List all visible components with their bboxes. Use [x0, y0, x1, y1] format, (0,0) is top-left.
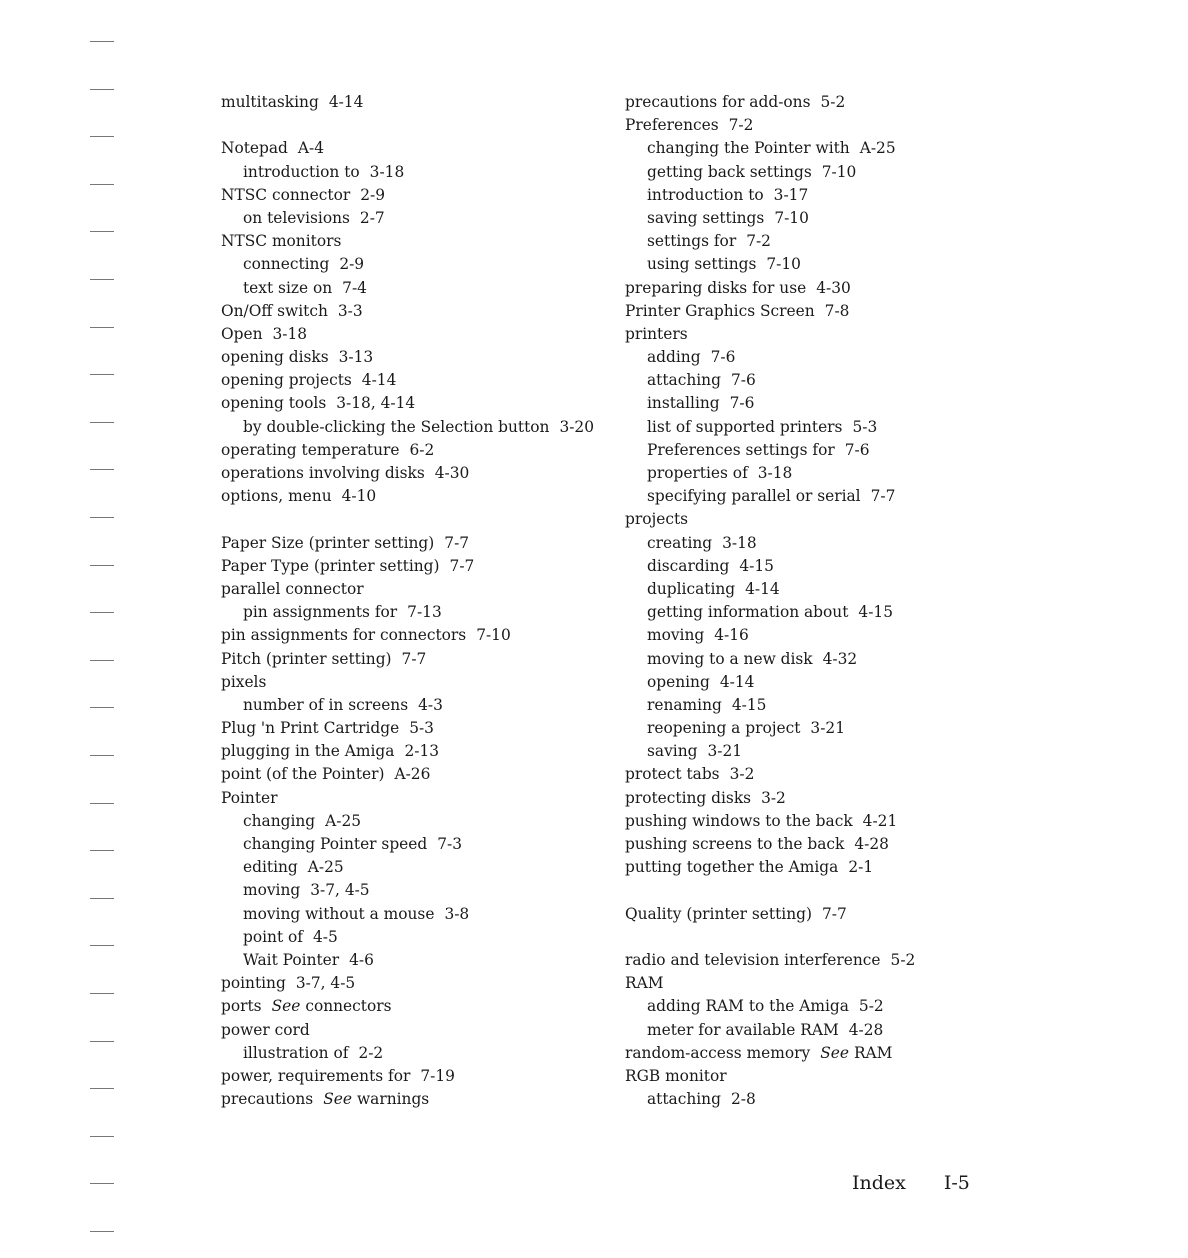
- index-term: by double-clicking the Selection button: [243, 417, 550, 436]
- index-term: Paper Size (printer setting): [221, 533, 435, 552]
- index-term: Notepad: [221, 139, 288, 158]
- page-reference: 4-21: [862, 811, 898, 830]
- page-reference: 7-7: [401, 649, 427, 668]
- index-subentry: [625, 462, 1045, 485]
- index-term: duplicating: [647, 579, 736, 598]
- index-subentry: [221, 277, 611, 300]
- index-term: Open: [221, 324, 263, 343]
- index-entry: [625, 810, 1045, 833]
- page-reference: 2-13: [404, 742, 440, 761]
- page-reference: 3-18: [757, 464, 793, 482]
- index-entry: [625, 856, 1045, 879]
- page-reference: 4-28: [854, 835, 889, 853]
- index-term: saving: [647, 742, 698, 761]
- index-term: protect tabs: [625, 765, 720, 784]
- page-reference: 3-7, 4-5: [310, 881, 370, 900]
- index-term: On/Off switch: [221, 301, 328, 320]
- index-term: pointing: [221, 974, 286, 993]
- page-reference: 3-7, 4-5: [295, 974, 356, 993]
- page-reference: 7-2: [746, 232, 771, 251]
- index-term: power cord: [221, 1020, 310, 1039]
- page-reference: 7-6: [710, 348, 736, 367]
- see-target: warnings: [356, 1090, 430, 1109]
- page-reference: 4-3: [418, 695, 443, 714]
- footer-page-number: I-5: [943, 1172, 970, 1194]
- index-entry: [625, 91, 1045, 114]
- index-entry: [221, 671, 611, 694]
- index-entry: [221, 485, 611, 508]
- margin-tick-mark: [90, 374, 114, 375]
- page-reference: 4-28: [848, 1020, 884, 1039]
- index-term: number of in screens: [243, 695, 409, 714]
- index-entry: [625, 508, 1045, 531]
- page-reference: A-26: [394, 765, 431, 784]
- page-reference: 4-15: [858, 603, 893, 622]
- page-reference: 3-3: [337, 301, 363, 320]
- page-reference: 7-13: [407, 603, 442, 622]
- index-term: pushing screens to the back: [625, 835, 845, 853]
- page-reference: 4-30: [816, 278, 851, 297]
- index-entry: [221, 578, 611, 601]
- index-subentry: [625, 671, 1045, 694]
- page-reference: A-25: [859, 139, 896, 158]
- page-reference: 4-16: [714, 626, 749, 645]
- index-term: random-access memory: [625, 1043, 811, 1062]
- index-term: adding RAM to the Amiga: [647, 997, 849, 1016]
- margin-tick-mark: [90, 1231, 114, 1232]
- page-reference: 7-19: [420, 1066, 455, 1085]
- index-term: point (of the Pointer): [221, 765, 385, 784]
- margin-tick-mark: [90, 1183, 114, 1184]
- page-reference: 2-2: [358, 1043, 384, 1062]
- index-entry: [221, 1019, 611, 1042]
- index-subentry: [221, 601, 611, 624]
- index-term: operating temperature: [221, 440, 400, 459]
- index-term: protecting disks: [625, 788, 752, 807]
- index-term: putting together the Amiga: [625, 858, 839, 877]
- page-reference: 4-14: [361, 371, 397, 390]
- page-reference: 3-2: [729, 765, 755, 784]
- index-term: precautions: [221, 1090, 314, 1109]
- page-reference: 3-21: [810, 719, 845, 738]
- index-term: point of: [243, 927, 303, 946]
- page-reference: 5-3: [409, 719, 434, 738]
- page-reference: 4-30: [434, 464, 470, 482]
- index-term: getting back settings: [647, 162, 812, 181]
- index-term: Plug 'n Print Cartridge: [221, 719, 400, 738]
- margin-tick-mark: [90, 755, 114, 756]
- index-term: changing Pointer speed: [243, 835, 428, 853]
- index-term: Paper Type (printer setting): [221, 556, 440, 575]
- index-term: ports: [221, 997, 262, 1016]
- index-entry: [221, 740, 611, 763]
- index-subentry: [221, 879, 611, 902]
- index-entry: [221, 532, 611, 555]
- margin-tick-mark: [90, 993, 114, 994]
- index-term: opening tools: [221, 394, 327, 413]
- margin-tick-mark: [90, 803, 114, 804]
- index-term: operations involving disks: [221, 464, 425, 482]
- index-subentry: [221, 253, 611, 276]
- index-entry: [221, 137, 611, 160]
- index-entry: [221, 323, 611, 346]
- index-entry: [625, 972, 1045, 995]
- index-term: discarding: [647, 556, 730, 575]
- index-term: moving: [243, 881, 301, 900]
- index-entry: [625, 277, 1045, 300]
- index-term: introduction to: [647, 185, 764, 204]
- margin-tick-mark: [90, 707, 114, 708]
- index-subentry: [221, 416, 611, 439]
- index-entry: [221, 91, 611, 114]
- index-term: Preferences: [625, 116, 719, 135]
- index-term: adding: [647, 348, 701, 367]
- margin-tick-mark: [90, 469, 114, 470]
- index-term: NTSC connector: [221, 185, 351, 204]
- page-reference: 5-2: [858, 997, 884, 1016]
- index-subentry: [221, 833, 611, 856]
- index-entry: [625, 949, 1045, 972]
- index-subentry: [221, 694, 611, 717]
- page-reference: 3-13: [338, 348, 374, 367]
- index-term: pushing windows to the back: [625, 811, 853, 830]
- page-reference: 4-5: [313, 927, 338, 946]
- index-term: pin assignments for connectors: [221, 626, 467, 645]
- index-entry: [221, 346, 611, 369]
- page-reference: 7-3: [437, 835, 463, 853]
- index-entry: [221, 230, 611, 253]
- page-reference: 7-8: [824, 301, 850, 320]
- page-reference: 3-17: [773, 185, 809, 204]
- page-reference: 5-3: [852, 417, 878, 436]
- page-reference: 4-14: [328, 93, 364, 111]
- index-term: printers: [625, 324, 688, 343]
- page-reference: 3-18: [272, 324, 308, 343]
- index-subentry: [625, 207, 1045, 230]
- index-subentry: [221, 926, 611, 949]
- page-reference: 7-7: [821, 904, 847, 923]
- index-entry: [221, 763, 611, 786]
- index-term: NTSC monitors: [221, 232, 342, 251]
- index-subentry: [221, 903, 611, 926]
- page-reference: 7-7: [870, 487, 896, 506]
- margin-tick-mark: [90, 945, 114, 946]
- index-term: moving: [647, 626, 705, 645]
- index-entry: [221, 184, 611, 207]
- page-reference: 3-18: [722, 533, 757, 552]
- page-reference: 4-32: [822, 649, 858, 668]
- margin-binding-marks: [90, 0, 116, 1258]
- page-reference: A-4: [297, 139, 325, 158]
- index-term: Pointer: [221, 788, 278, 807]
- index-term: Preferences settings for: [647, 440, 835, 459]
- margin-tick-mark: [90, 1136, 114, 1137]
- margin-tick-mark: [90, 517, 114, 518]
- index-entry: [625, 1042, 1045, 1065]
- index-term: opening: [647, 672, 710, 691]
- page-reference: 7-6: [729, 394, 755, 413]
- page-reference: 7-7: [449, 556, 475, 575]
- index-term: RAM: [625, 974, 664, 993]
- index-entry: [221, 392, 611, 415]
- page-reference: 7-10: [821, 162, 857, 181]
- index-term: options, menu: [221, 487, 332, 506]
- index-term: settings for: [647, 232, 737, 251]
- index-term: power, requirements for: [221, 1066, 411, 1085]
- index-term: attaching: [647, 371, 721, 390]
- margin-tick-mark: [90, 898, 114, 899]
- index-term: creating: [647, 533, 713, 552]
- page-reference: 5-2: [890, 950, 916, 969]
- index-subentry: [221, 856, 611, 879]
- page-reference: 5-2: [820, 93, 846, 111]
- page-reference: 7-10: [476, 626, 511, 645]
- index-subentry: [625, 439, 1045, 462]
- index-term: editing: [243, 858, 298, 877]
- index-term: saving settings: [647, 208, 765, 227]
- index-term: on televisions: [243, 208, 350, 227]
- index-entry: [221, 648, 611, 671]
- index-subentry: [221, 1042, 611, 1065]
- page-reference: 4-14: [745, 579, 780, 598]
- index-term: connecting: [243, 255, 330, 274]
- index-entry: [625, 787, 1045, 810]
- index-term: parallel connector: [221, 579, 364, 598]
- see-reference: See: [271, 997, 301, 1016]
- page-reference: 4-15: [731, 695, 767, 714]
- index-term: preparing disks for use: [625, 278, 807, 297]
- footer-section-label: Index: [852, 1172, 906, 1194]
- index-entry: [221, 555, 611, 578]
- index-entry: [221, 972, 611, 995]
- index-term: Pitch (printer setting): [221, 649, 392, 668]
- page-reference: 4-15: [739, 556, 774, 575]
- index-subentry: [625, 578, 1045, 601]
- index-subentry: [625, 392, 1045, 415]
- page-reference: 3-21: [707, 742, 743, 761]
- index-subentry: [625, 601, 1045, 624]
- page-reference: 4-6: [349, 950, 374, 969]
- page-reference: 2-8: [730, 1090, 756, 1109]
- index-subentry: [625, 485, 1045, 508]
- page-reference: A-25: [307, 858, 344, 877]
- index-subentry: [221, 949, 611, 972]
- index-entry: [625, 300, 1045, 323]
- index-term: reopening a project: [647, 719, 801, 738]
- index-term: meter for available RAM: [647, 1020, 839, 1039]
- index-subentry: [625, 1019, 1045, 1042]
- index-entry: [625, 903, 1045, 926]
- page-footer: [852, 1172, 970, 1194]
- index-term: Printer Graphics Screen: [625, 301, 815, 320]
- page-reference: 2-9: [360, 185, 385, 204]
- page-reference: 7-4: [342, 278, 367, 297]
- page-reference: 4-14: [719, 672, 755, 691]
- margin-tick-mark: [90, 422, 114, 423]
- margin-tick-mark: [90, 565, 114, 566]
- page-reference: 4-10: [341, 487, 377, 506]
- margin-tick-mark: [90, 612, 114, 613]
- index-subentry: [221, 810, 611, 833]
- index-term: opening disks: [221, 348, 329, 367]
- index-subentry: [625, 532, 1045, 555]
- index-subentry: [625, 624, 1045, 647]
- index-entry: [625, 763, 1045, 786]
- index-entry: [625, 1065, 1045, 1088]
- index-entry: [625, 114, 1045, 137]
- index-term: pixels: [221, 672, 267, 691]
- index-subentry: [221, 207, 611, 230]
- page-reference: 3-8: [444, 904, 470, 923]
- page-reference: A-25: [325, 811, 362, 830]
- index-term: RGB monitor: [625, 1066, 727, 1085]
- page-reference: 7-10: [766, 255, 801, 274]
- index-term: introduction to: [243, 162, 360, 181]
- index-subentry: [625, 648, 1045, 671]
- margin-tick-mark: [90, 89, 114, 90]
- index-term: plugging in the Amiga: [221, 742, 395, 761]
- index-term: specifying parallel or serial: [647, 487, 861, 506]
- index-subentry: [221, 161, 611, 184]
- index-column-left: [221, 91, 611, 1111]
- page-reference: 7-6: [844, 440, 870, 459]
- index-term: precautions for add-ons: [625, 93, 811, 111]
- index-term: getting information about: [647, 603, 849, 622]
- index-term: radio and television interference: [625, 950, 881, 969]
- see-target: RAM: [853, 1043, 893, 1062]
- margin-tick-mark: [90, 850, 114, 851]
- index-entry: [221, 462, 611, 485]
- index-subentry: [625, 253, 1045, 276]
- margin-tick-mark: [90, 1088, 114, 1089]
- index-term: Quality (printer setting): [625, 904, 812, 923]
- page-reference: 3-20: [559, 417, 595, 436]
- margin-tick-mark: [90, 279, 114, 280]
- index-term: renaming: [647, 695, 722, 714]
- index-column-right: [625, 91, 1045, 1111]
- index-entry: [221, 787, 611, 810]
- index-term: projects: [625, 510, 689, 529]
- margin-tick-mark: [90, 660, 114, 661]
- index-subentry: [625, 230, 1045, 253]
- index-term: moving without a mouse: [243, 904, 435, 923]
- index-term: changing: [243, 811, 316, 830]
- page-reference: 3-2: [761, 788, 786, 807]
- page-reference: 7-10: [774, 208, 809, 227]
- index-term: installing: [647, 394, 720, 413]
- page-reference: 3-18, 4-14: [336, 394, 416, 413]
- index-subentry: [625, 416, 1045, 439]
- index-entry: [221, 1088, 611, 1111]
- page-reference: 7-7: [444, 533, 470, 552]
- index-term: multitasking: [221, 93, 319, 111]
- index-term: opening projects: [221, 371, 352, 390]
- index-subentry: [625, 717, 1045, 740]
- see-target: connectors: [305, 997, 392, 1016]
- index-subentry: [625, 694, 1045, 717]
- index-entry: [221, 995, 611, 1018]
- index-entry: [221, 369, 611, 392]
- index-entry: [221, 439, 611, 462]
- index-term: moving to a new disk: [647, 649, 813, 668]
- margin-tick-mark: [90, 327, 114, 328]
- index-entry: [625, 833, 1045, 856]
- index-subentry: [625, 995, 1045, 1018]
- index-subentry: [625, 184, 1045, 207]
- index-entry: [221, 1065, 611, 1088]
- index-subentry: [625, 369, 1045, 392]
- index-term: pin assignments for: [243, 603, 398, 622]
- page-reference: 7-6: [730, 371, 756, 390]
- margin-tick-mark: [90, 231, 114, 232]
- page-reference: 6-2: [409, 440, 435, 459]
- index-entry: [221, 300, 611, 323]
- index-subentry: [625, 1088, 1045, 1111]
- index-entry: [625, 323, 1045, 346]
- index-entry: [221, 624, 611, 647]
- index-entry: [221, 717, 611, 740]
- margin-tick-mark: [90, 184, 114, 185]
- index-subentry: [625, 137, 1045, 160]
- page-reference: 2-7: [359, 208, 385, 227]
- page-reference: 2-9: [339, 255, 365, 274]
- see-reference: See: [323, 1090, 352, 1109]
- index-subentry: [625, 555, 1045, 578]
- index-subentry: [625, 740, 1045, 763]
- page-reference: 2-1: [848, 858, 874, 877]
- index-term: text size on: [243, 278, 333, 297]
- index-term: Wait Pointer: [243, 950, 340, 969]
- index-term: illustration of: [243, 1043, 349, 1062]
- index-subentry: [625, 161, 1045, 184]
- see-reference: See: [820, 1043, 849, 1062]
- index-term: using settings: [647, 255, 757, 274]
- index-term: list of supported printers: [647, 417, 843, 436]
- index-subentry: [625, 346, 1045, 369]
- index-term: properties of: [647, 464, 748, 482]
- index-term: attaching: [647, 1090, 721, 1109]
- margin-tick-mark: [90, 1041, 114, 1042]
- margin-tick-mark: [90, 41, 114, 42]
- index-term: changing the Pointer with: [647, 139, 850, 158]
- page-reference: 7-2: [728, 116, 754, 135]
- page-reference: 3-18: [369, 162, 405, 181]
- margin-tick-mark: [90, 136, 114, 137]
